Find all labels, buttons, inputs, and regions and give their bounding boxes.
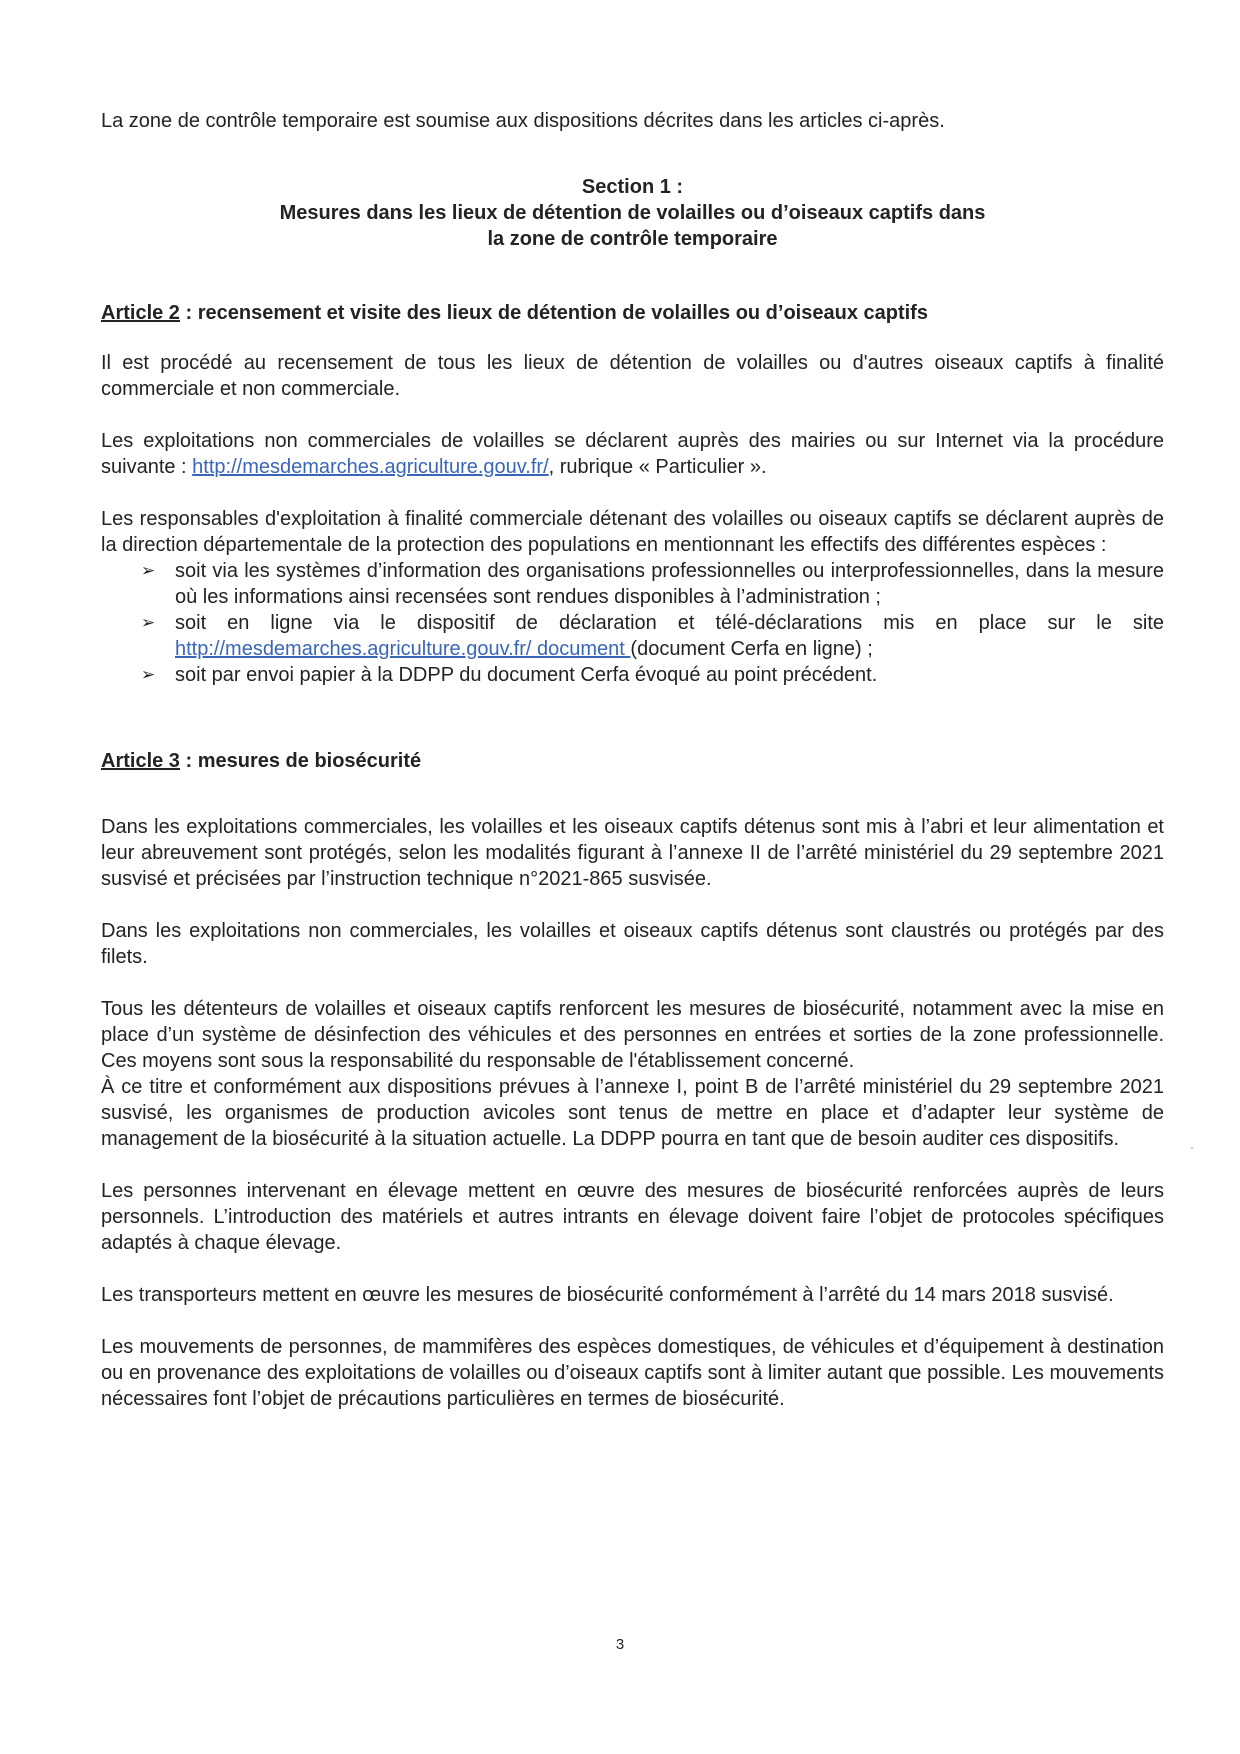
article-2-title: : recensement et visite des lieux de détention de volailles ou d’oiseaux captifs [179,302,928,324]
article-3-paragraph-4: À ce titre et conformément aux dispositions prévues à l’annexe I, point B de l’arrêté ministériel du 29 septembre 2021 susvisé, les organismes de production avicoles sont tenus de mettre en place et d’adapter leur système de management de la biosécurité à la situation actuelle. La DDPP pourra en tant que de besoin auditer ces dispositifs. [101,1076,1164,1150]
section-heading [101,174,1164,252]
section-title-line-1: Mesures dans les lieux de détention de volailles ou d’oiseaux captifs dans [279,202,986,224]
list-item [141,558,1164,610]
article-3-paragraph-7: Les mouvements de personnes, de mammifères des espèces domestiques, de véhicules et d’équipement à destination ou en provenance des exploitations de volailles ou d’oiseaux captifs sont à limiter autant que possible. Les mouvements nécessaires font l’objet de précautions particulières en termes de biosécurité. [101,1336,1164,1410]
article-2 [101,300,1164,688]
article-2-label: Article 2 [101,302,180,324]
list-item [141,662,1164,688]
article-3-label: Article 3 [101,750,180,772]
list-item-text: soit via les systèmes d’information des organisations professionnelles ou interprofessionnelles, dans la mesure où les informations ainsi recensées sont rendues disponibles à l’administration ; [175,560,1164,608]
page-number: 3 [615,1636,625,1653]
article-3-paragraph-6: Les transporteurs mettent en œuvre les mesures de biosécurité conformément à l’arrêté du 14 mars 2018 susvisé. [101,1284,1114,1306]
mesdemarches-link[interactable]: http://mesdemarches.agriculture.gouv.fr/ [192,456,549,478]
article-3-title: : mesures de biosécurité [179,750,422,772]
arrow-bullet-icon: ➢ [141,561,156,580]
arrow-bullet-icon: ➢ [141,665,156,684]
list-item-text: soit par envoi papier à la DDPP du document Cerfa évoqué au point précédent. [175,664,878,686]
article-3-paragraph-5: Les personnes intervenant en élevage mettent en œuvre des mesures de biosécurité renforcées auprès de leurs personnels. L’introduction des matériels et autres intrants en élevage doivent faire l’objet de protocoles spécifiques adaptés à chaque élevage. [101,1180,1164,1254]
article-2-paragraph-2-text: Les exploitations non commerciales de volailles se déclarent auprès des mairies ou sur Internet via la procédure suivante : [101,430,1164,478]
article-3-heading [101,748,1164,774]
article-2-paragraph-1: Il est procédé au recensement de tous les lieux de détention de volailles ou d'autres oiseaux captifs à finalité commerciale et non commerciale. [101,352,1164,400]
arrow-bullet-icon: ➢ [141,613,156,632]
article-3-paragraph-1: Dans les exploitations commerciales, les volailles et les oiseaux captifs détenus sont mis à l’abri et leur alimentation et leur abreuvement sont protégés, selon les modalités figurant à l’annexe II de l’arrêté ministériel du 29 septembre 2021 susvisé et précisées par l’instruction technique n°2021-865 susvisée. [101,816,1164,890]
article-2-heading [101,300,1164,326]
article-3-paragraph-2: Dans les exploitations non commerciales, les volailles et oiseaux captifs détenus sont claustrés ou protégés par des filets. [101,920,1164,968]
article-3-paragraph-3: Tous les détenteurs de volailles et oiseaux captifs renforcent les mesures de biosécurité, notamment avec la mise en place d’un système de désinfection des véhicules et des personnes en entrées et sorties de la zone professionnelle. Ces moyens sont sous la responsabilité du responsable de l'établissement concerné. [101,998,1164,1072]
scan-mark: · [1190,1140,1194,1154]
article-2-paragraph-2-suffix: , rubrique « Particulier ». [548,456,767,478]
mesdemarches-document-link[interactable]: http://mesdemarches.agriculture.gouv.fr/ document [175,638,631,660]
list-item [141,610,1164,662]
article-2-paragraph-3: Les responsables d'exploitation à finalité commerciale détenant des volailles ou oiseaux captifs se déclarent auprès de la direction départementale de la protection des populations en mentionnant les effectifs des différentes espèces : [101,508,1164,556]
declaration-methods-list [101,558,1164,688]
list-item-suffix: (document Cerfa en ligne) ; [630,638,873,660]
section-number: Section 1 : [581,176,684,198]
intro-paragraph: La zone de contrôle temporaire est soumise aux dispositions décrites dans les articles ci-après. [101,110,945,132]
list-item-text: soit en ligne via le dispositif de déclaration et télé-déclarations mis en place sur le site [175,612,1164,634]
article-3 [101,748,1164,1412]
document-body [101,108,1164,1438]
article-2-paragraph-2 [101,428,1164,480]
section-title-line-2: la zone de contrôle temporaire [487,228,778,250]
